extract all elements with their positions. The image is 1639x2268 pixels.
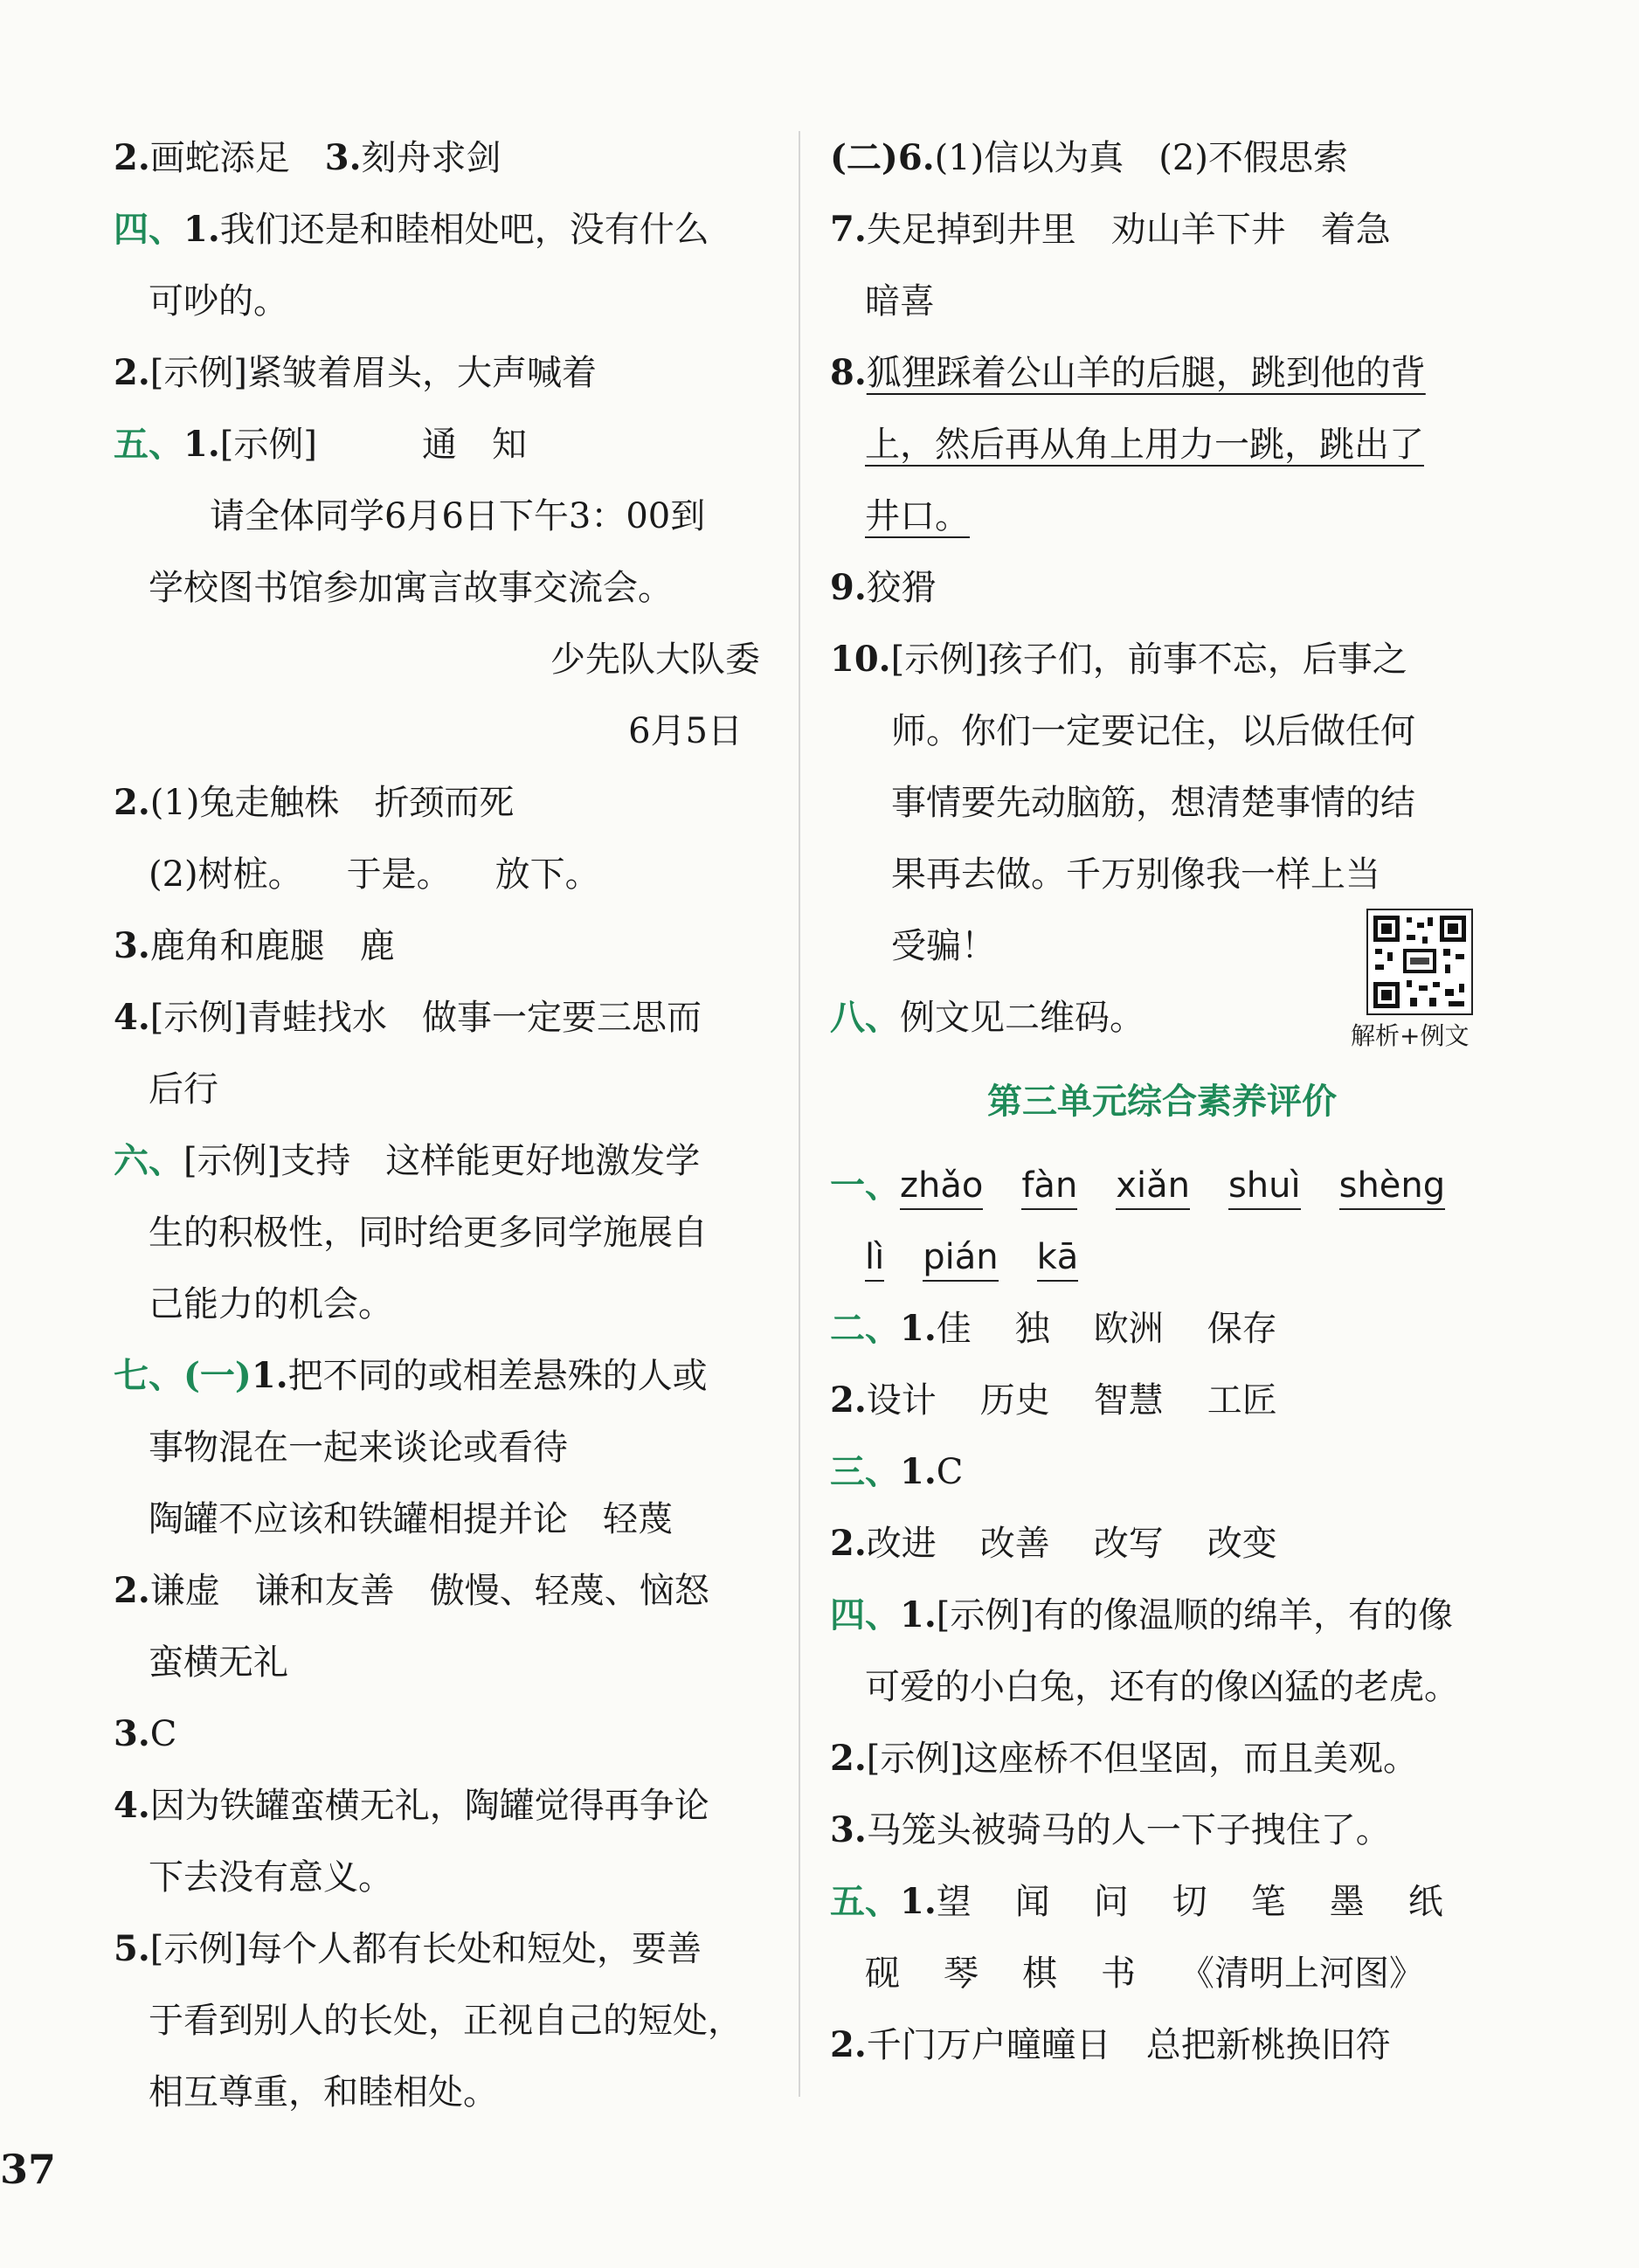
answer-line: 可爱的小白兔，还有的像凶猛的老虎。 [865, 1667, 1459, 1707]
answer-text: 总把新桃换旧符 [1145, 2025, 1391, 2065]
answer-line [114, 982, 778, 1054]
answer-text: 失足掉到井里 [866, 210, 1076, 250]
answer-text: 轻蔑 [603, 1499, 673, 1539]
answer-text: 于是。 [346, 854, 452, 895]
answer-text: [示例]紧皱着眉头，大声喊着 [149, 353, 597, 393]
answer-text: [示例]每个人都有长处和短处，要善 [149, 1929, 702, 1969]
answer-line: 事情要先动脑筋，想清楚事情的结 [891, 783, 1415, 823]
section-marker: 五、 [114, 424, 183, 465]
item-number: 1. [900, 1881, 937, 1922]
answer-text: 谦和友善 [254, 1571, 395, 1611]
answer-line [830, 1436, 1494, 1508]
answer-line [830, 337, 1494, 409]
answer-line [830, 194, 1494, 266]
answer-line [830, 1794, 1494, 1866]
answer-text: [示例]支持 [183, 1141, 351, 1181]
answer-text: 笔 [1250, 1882, 1286, 1922]
answer-line [114, 1698, 778, 1770]
answer-line: 下去没有意义。 [149, 1857, 393, 1898]
answer-text: 佳 [936, 1309, 972, 1349]
answer-text: 画蛇添足 [149, 138, 290, 178]
item-number: 1. [900, 1451, 937, 1492]
item-number: 3. [114, 1713, 150, 1754]
answer-text: 因为铁罐蛮横无礼，陶罐觉得再争论 [149, 1786, 709, 1826]
item-number: 4. [114, 1785, 150, 1826]
item-number: 7. [830, 209, 867, 250]
answer-text: [示例]这座桥不但坚固，而且美观。 [866, 1739, 1418, 1779]
answer-text: 工匠 [1207, 1380, 1277, 1421]
answer-text: 狡猾 [866, 568, 937, 608]
pinyin-answer: xiǎn [1116, 1163, 1190, 1210]
answer-text: 《清明上河图》 [1179, 1953, 1424, 1994]
pinyin-answer: fàn [1021, 1163, 1077, 1210]
unit-title: 第三单元综合素养评价 [987, 1082, 1337, 1122]
item-number: 3. [114, 925, 150, 966]
answer-line: 生的积极性，同时给更多同学施展自 [149, 1213, 708, 1253]
section-marker: 四、 [114, 209, 183, 250]
answer-text: 独 [1014, 1309, 1050, 1349]
section-marker: 七、 [114, 1355, 183, 1396]
item-number: 1. [251, 1355, 288, 1396]
qr-code-icon [1368, 910, 1471, 1013]
answer-text: 墨 [1329, 1882, 1365, 1922]
answer-text: 棋 [1022, 1953, 1057, 1994]
answer-line: 受骗！ [891, 926, 996, 966]
underlined-answer: 上，然后再从角上用力一跳，跳出了 [865, 425, 1424, 465]
answer-text: 放下。 [494, 854, 600, 895]
answer-text: 书 [1101, 1953, 1136, 1994]
left-column [114, 122, 778, 2128]
answer-text: 着急 [1320, 210, 1391, 250]
answer-text: [示例] [219, 425, 317, 465]
item-number: 2. [114, 352, 150, 393]
answer-text: 这样能更好地激发学 [385, 1141, 701, 1181]
answer-line [830, 1866, 1494, 1938]
answer-line [830, 1365, 1494, 1436]
pinyin-line [830, 1221, 1494, 1293]
answer-text: 把不同的或相差悬殊的人或 [287, 1356, 708, 1396]
column-divider [799, 131, 800, 2097]
item-number: 1. [183, 424, 220, 465]
pinyin-answer: lì [865, 1234, 884, 1282]
underlined-answer: 狐狸踩着公山羊的后腿，跳到他的背 [866, 353, 1426, 393]
answer-line [114, 1770, 778, 1842]
section-marker: 三、 [830, 1451, 900, 1492]
answer-text: 改写 [1093, 1524, 1164, 1564]
answer-text: (2)不假思索 [1158, 138, 1348, 178]
notice-title: 通 知 [421, 425, 527, 465]
answer-line [114, 409, 778, 481]
answer-line: 事物混在一起来谈论或看待 [149, 1428, 568, 1468]
answer-text: 改进 [866, 1524, 937, 1564]
answer-line: 己能力的机会。 [149, 1284, 393, 1324]
pinyin-answer: shèng [1339, 1163, 1446, 1210]
item-number: 1. [183, 209, 220, 250]
item-number: 3. [324, 137, 362, 178]
answer-line [114, 194, 778, 266]
qr-caption: 解析+例文 [1351, 1021, 1470, 1050]
answer-line: 于看到别人的长处，正视自己的短处， [149, 2001, 743, 2041]
answer-line: 师。你们一定要记住，以后做任何 [891, 711, 1415, 751]
pinyin-answer: kā [1037, 1234, 1079, 1282]
answer-line [830, 1580, 1494, 1651]
right-column [830, 122, 1494, 2081]
answer-text: (1)兔走触株 [149, 783, 340, 823]
item-number: 2. [114, 137, 150, 178]
answer-line [830, 552, 1494, 624]
answer-line: 暗喜 [865, 281, 935, 322]
pinyin-answer: shuì [1228, 1163, 1301, 1210]
answer-text: 设计 [866, 1380, 937, 1421]
answer-text: 劝山羊下井 [1110, 210, 1286, 250]
item-number: 5. [114, 1928, 150, 1969]
answer-line [830, 409, 1494, 481]
notice-date: 6月5日 [628, 711, 743, 751]
answer-line [114, 1125, 778, 1197]
section-marker: 二、 [830, 1308, 900, 1349]
answer-line: 蛮横无礼 [149, 1642, 288, 1683]
section-marker: 八、 [830, 997, 900, 1038]
answer-line [114, 1483, 778, 1555]
pinyin-line [830, 1150, 1494, 1221]
answer-text: (1)信以为真 [934, 138, 1124, 178]
answer-text: C [936, 1452, 964, 1492]
section-marker: 六、 [114, 1140, 183, 1181]
answer-text: 切 [1172, 1882, 1207, 1922]
answer-text: 鹿角和鹿腿 [149, 926, 325, 966]
answer-line [114, 1555, 778, 1627]
underlined-answer: 井口。 [865, 496, 970, 536]
answer-text: 问 [1093, 1882, 1129, 1922]
answer-text: [示例]青蛙找水 [149, 998, 387, 1038]
answer-line [114, 910, 778, 982]
item-number: 10. [830, 639, 891, 680]
item-number: 8. [830, 352, 867, 393]
section-marker: 四、 [830, 1594, 900, 1635]
answer-text: 琴 [944, 1953, 979, 1994]
answer-text: [示例]有的像温顺的绵羊，有的像 [936, 1595, 1453, 1635]
qr-code[interactable] [1366, 909, 1473, 1015]
notice-signature: 少先队大队委 [550, 640, 760, 680]
notice-body: 请全体同学6月6日下午3：00到 [210, 496, 706, 536]
section-marker: 一、 [830, 1165, 900, 1206]
answer-text: 傲慢、轻蔑、恼怒 [429, 1571, 709, 1611]
pinyin-answer: pián [923, 1234, 998, 1282]
answer-text: 鹿 [359, 926, 395, 966]
item-number: 6. [897, 137, 935, 178]
item-number: 1. [900, 1594, 937, 1635]
answer-text: 砚 [865, 1953, 900, 1994]
item-number: 4. [114, 997, 150, 1038]
item-number: 2. [114, 1570, 150, 1611]
answer-line [114, 1340, 778, 1412]
answer-line [830, 624, 1494, 695]
answer-line: 相互尊重，和睦相处。 [149, 2072, 498, 2112]
answer-line [830, 122, 1494, 194]
answer-text: 纸 [1407, 1882, 1443, 1922]
item-number: 2. [114, 782, 150, 823]
answer-text: 刻舟求剑 [361, 138, 501, 178]
answer-line [830, 1293, 1494, 1365]
item-number: 2. [830, 2024, 867, 2065]
answer-text: 改变 [1207, 1524, 1277, 1564]
answer-text: [示例]孩子们，前事不忘，后事之 [890, 640, 1407, 680]
answer-line [830, 1723, 1494, 1794]
answer-text: C [149, 1714, 177, 1754]
answer-text: 谦虚 [149, 1571, 220, 1611]
answer-text: 闻 [1014, 1882, 1050, 1922]
answer-text: 千门万户曈曈日 [866, 2025, 1111, 2065]
answer-line [830, 2009, 1494, 2081]
item-number: 9. [830, 567, 867, 608]
answer-line [114, 767, 778, 839]
answer-text: 例文见二维码。 [900, 998, 1145, 1038]
subsection-marker: (二) [830, 137, 898, 178]
answer-line: 后行 [149, 1069, 218, 1110]
subsection-marker: (一) [183, 1355, 252, 1396]
answer-line [830, 481, 1494, 552]
notice-body: 学校图书馆参加寓言故事交流会。 [149, 568, 673, 608]
answer-text: 欧洲 [1093, 1309, 1164, 1349]
answer-line [830, 1508, 1494, 1580]
answer-line [114, 1913, 778, 1985]
item-number: 3. [830, 1809, 867, 1850]
item-number: 2. [830, 1738, 867, 1779]
answer-text: 折颈而死 [374, 783, 515, 823]
item-number: 2. [830, 1523, 867, 1564]
answer-text: 陶罐不应该和铁罐相提并论 [149, 1499, 568, 1539]
answer-text: (2)树桩。 [149, 854, 303, 895]
answer-line [114, 839, 778, 910]
answer-text: 做事一定要三思而 [421, 998, 702, 1038]
answer-line: 果再去做。千万别像我一样上当 [891, 854, 1380, 895]
item-number: 1. [900, 1308, 937, 1349]
page-number: 37 [0, 2146, 57, 2193]
section-marker: 五、 [830, 1881, 900, 1922]
answer-text: 望 [936, 1882, 972, 1922]
answer-text: 历史 [979, 1380, 1050, 1421]
answer-text: 改善 [979, 1524, 1050, 1564]
answer-line [830, 1938, 1494, 2009]
answer-line [114, 122, 778, 194]
answer-text: 智慧 [1093, 1380, 1164, 1421]
answer-text: 马笼头被骑马的人一下子拽住了。 [866, 1810, 1391, 1850]
item-number: 2. [830, 1379, 867, 1421]
answer-line: 可吵的。 [149, 281, 288, 322]
answer-text: 保存 [1207, 1309, 1277, 1349]
pinyin-answer: zhǎo [900, 1163, 983, 1210]
answer-text: 我们还是和睦相处吧，没有什么 [219, 210, 709, 250]
answer-line [114, 337, 778, 409]
